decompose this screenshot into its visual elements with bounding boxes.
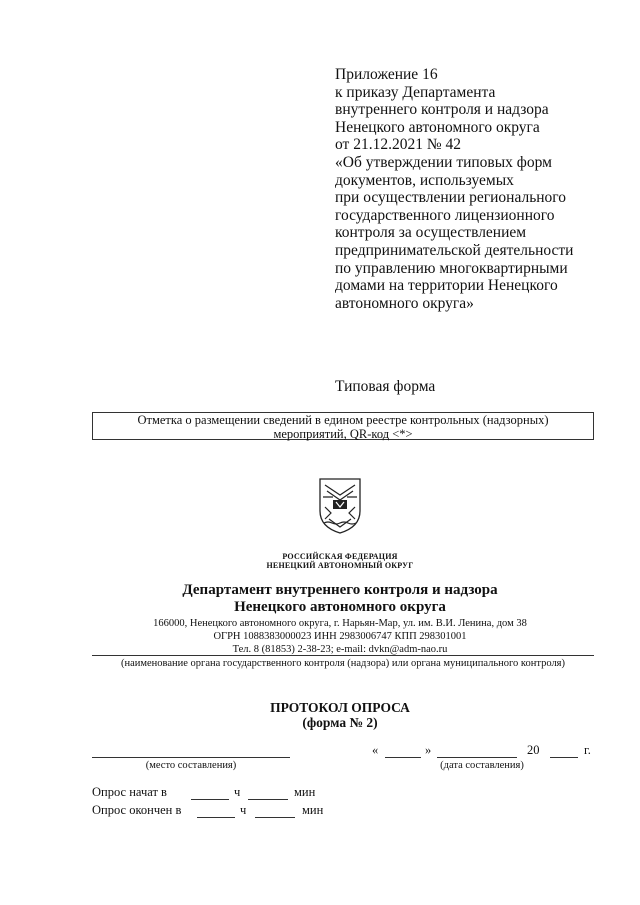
year-prefix: 20: [527, 743, 540, 757]
contacts-line: Тел. 8 (81853) 2-38-23; e-mail: dvkn@adm-nao.ru: [232, 644, 448, 655]
qr-box-line2: мероприятий, QR-код <*>: [273, 427, 413, 441]
appendix-line: «Об утверждении типовых форм: [335, 153, 552, 171]
quote-close: »: [425, 743, 432, 757]
appendix-line: государственного лицензионного: [335, 206, 555, 224]
appendix-line: к приказу Департамента: [335, 83, 496, 101]
start-minutes-field[interactable]: [248, 799, 288, 800]
place-caption: (место составления): [145, 760, 237, 771]
start-hours-unit: ч: [234, 785, 241, 799]
start-minutes-unit: мин: [294, 785, 316, 799]
end-hours-unit: ч: [240, 803, 247, 817]
appendix-line: документов, используемых: [335, 171, 514, 189]
appendix-line: Приложение 16: [335, 66, 438, 83]
federation-header: [220, 552, 460, 570]
qr-box-line1: Отметка о размещении сведений в едином реестре контрольных (надзорных): [137, 413, 549, 427]
header-divider: [92, 655, 594, 656]
address-line: 166000, Ненецкого автономного округа, г. Нарьян-Мар, ул. им. В.И. Ленина, дом 38: [153, 618, 527, 629]
protocol-title: [200, 700, 480, 730]
dept-line2: Ненецкого автономного округа: [234, 599, 446, 615]
appendix-line: предпринимательской деятельности: [335, 241, 574, 259]
end-label: Опрос окончен в: [92, 803, 182, 817]
form-type-label: Типовая форма: [335, 378, 436, 395]
appendix-line: внутреннего контроля и надзора: [335, 101, 549, 119]
place-field[interactable]: [92, 757, 290, 758]
qr-registry-box: [92, 412, 594, 440]
department-name: [120, 582, 560, 616]
date-caption: (дата составления): [440, 760, 524, 771]
protocol-subtitle: (форма № 2): [302, 715, 378, 730]
appendix-line: по управлению многоквартирными: [335, 259, 568, 277]
end-minutes-field[interactable]: [255, 817, 295, 818]
appendix-line: от 21.12.2021 № 42: [335, 136, 461, 154]
coat-of-arms-icon: [316, 477, 364, 535]
okrug-label: НЕНЕЦКИЙ АВТОНОМНЫЙ ОКРУГ: [266, 561, 414, 570]
appendix-block: [335, 66, 625, 312]
quote-open: «: [372, 743, 379, 757]
federation-label: РОССИЙСКАЯ ФЕДЕРАЦИЯ: [282, 552, 398, 561]
start-hours-field[interactable]: [191, 799, 229, 800]
appendix-line: автономного округа»: [335, 294, 474, 312]
protocol-title-text: ПРОТОКОЛ ОПРОСА: [270, 700, 410, 715]
end-hours-field[interactable]: [197, 817, 235, 818]
ogrn-line: ОГРН 1088383000023 ИНН 2983006747 КПП 298301001: [213, 631, 467, 642]
authority-caption: (наименование органа государственного контроля (надзора) или органа муниципального контроля): [120, 658, 566, 669]
department-details: [100, 617, 580, 656]
appendix-line: контроля за осуществлением: [335, 224, 527, 242]
dept-line1: Департамент внутреннего контроля и надзора: [182, 582, 498, 598]
month-field[interactable]: [437, 757, 517, 758]
day-field[interactable]: [385, 757, 421, 758]
appendix-line: при осуществлении регионального: [335, 189, 567, 207]
start-label: Опрос начат в: [92, 785, 167, 799]
appendix-line: домами на территории Ненецкого: [335, 277, 558, 295]
appendix-line: Ненецкого автономного округа: [335, 118, 540, 136]
year-suffix: г.: [584, 743, 591, 757]
year-field[interactable]: [550, 757, 578, 758]
end-minutes-unit: мин: [302, 803, 324, 817]
